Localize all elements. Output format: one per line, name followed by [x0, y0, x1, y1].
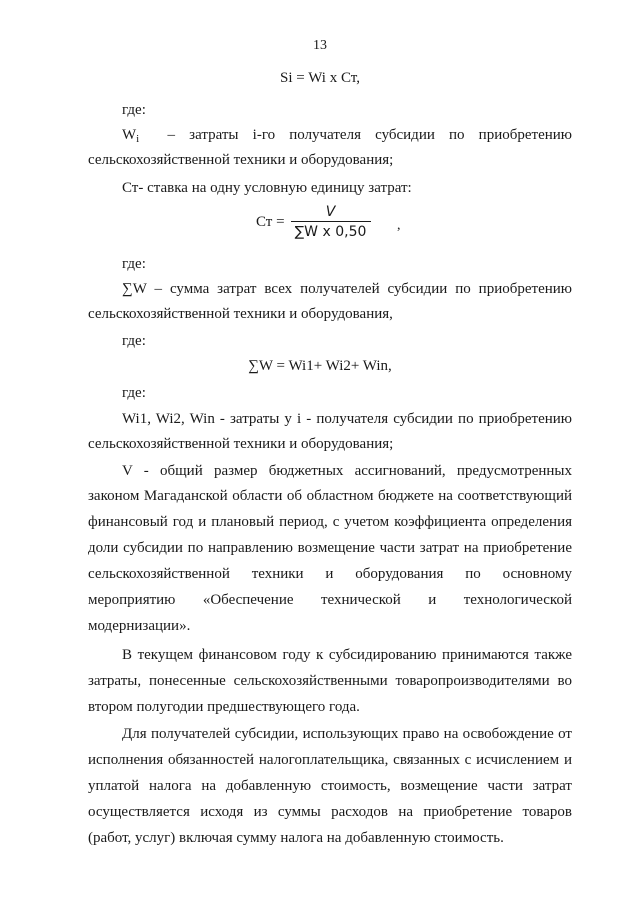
- fraction-denominator: ∑W x 0,50: [294, 224, 367, 240]
- fraction-trailing-mark: ,: [397, 218, 401, 233]
- where-label-1: где:: [122, 102, 146, 118]
- v-definition-line-5: сельскохозяйственной техники и оборудования по основному: [88, 566, 572, 582]
- wi-definition-line-2: сельскохозяйственной техники и оборудования;: [88, 152, 394, 168]
- wi-list-definition-line-1: Wi1, Wi2, Win - затраты у i - получателя субсидии по приобретению: [122, 411, 572, 427]
- paragraph-current-year-line-2: затраты, понесенные сельскохозяйственными товаропроизводителями во: [88, 673, 572, 689]
- v-definition-line-1: V - общий размер бюджетных ассигнований, предусмотренных: [122, 463, 572, 479]
- where-label-4: где:: [122, 385, 146, 401]
- v-definition-line-6: мероприятию «Обеспечение технической и технологической: [88, 592, 572, 608]
- paragraph-vat-line-5: (работ, услуг) включая сумму налога на добавленную стоимость.: [88, 830, 504, 846]
- where-label-2: где:: [122, 256, 146, 272]
- sum-w-definition-line-1: ∑W – сумма затрат всех получателей субсидии по приобретению: [122, 281, 572, 297]
- st-definition: Ст- ставка на одну условную единицу затрат:: [122, 180, 412, 196]
- sum-w-definition-line-2: сельскохозяйственной техники и оборудования,: [88, 306, 393, 322]
- paragraph-vat-line-2: исполнения обязанностей налогоплательщика, связанных с исчислением и: [88, 752, 572, 768]
- wi-definition-line-1: $W_i$ – затраты i-го получателя субсидии по приобретению: [122, 127, 573, 145]
- paragraph-vat-line-4: осуществляется исходя из суммы расходов на приобретение товаров: [88, 804, 572, 820]
- paragraph-vat-line-3: уплатой налога на добавленную стоимость, возмещение части затрат: [88, 778, 572, 794]
- page-number: 13: [313, 38, 327, 53]
- st-fraction-formula: [256, 200, 371, 244]
- v-definition-line-3: финансовый год и плановый период, с учетом коэффициента определения: [88, 514, 572, 530]
- wi-term: $W_i$: [122, 127, 140, 145]
- v-definition-line-7: модернизации».: [88, 618, 191, 634]
- v-definition-line-4: доли субсидии по направлению возмещение части затрат на приобретение: [88, 540, 572, 556]
- where-label-3: где:: [122, 333, 146, 349]
- fraction: [291, 204, 371, 240]
- fraction-numerator: V: [325, 204, 336, 220]
- paragraph-vat-line-1: Для получателей субсидии, использующих право на освобождение от: [122, 726, 572, 742]
- fraction-lhs: Ст =: [256, 213, 285, 230]
- paragraph-current-year-line-3: втором полугодии предшествующего года.: [88, 699, 360, 715]
- paragraph-current-year-line-1: В текущем финансовом году к субсидированию принимаются также: [122, 647, 572, 663]
- formula-si: Si = Wi x Ст,: [280, 70, 360, 86]
- wi-list-definition-line-2: сельскохозяйственной техники и оборудования;: [88, 436, 394, 452]
- formula-sum-w: ∑W = Wi1+ Wi2+ Win,: [248, 358, 392, 374]
- v-definition-line-2: законом Магаданской области об областном бюджете на соответствующий: [88, 488, 572, 504]
